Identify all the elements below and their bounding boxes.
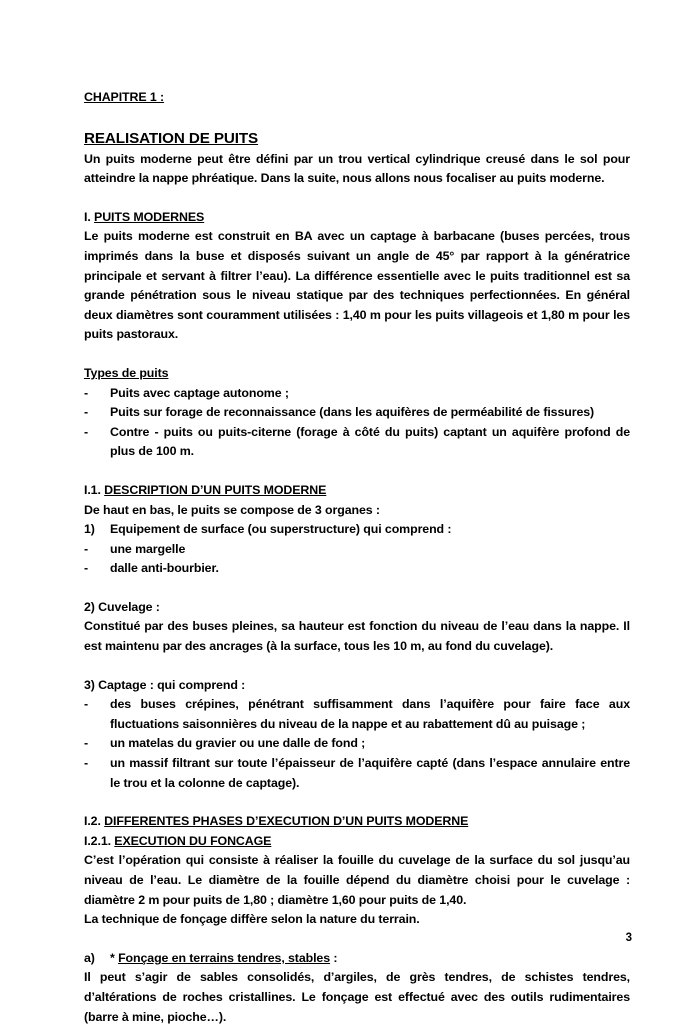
organe-2-title <box>84 598 630 618</box>
spacer <box>84 345 630 364</box>
intro-paragraph: Un puits moderne peut être défini par un trou vertical cylindrique creusé dans le sol pour atteindre la nappe phréatique. Dans la suite, nous allons nous focaliser au puits moderne. <box>84 151 630 186</box>
section-heading-1-1 <box>84 481 630 501</box>
list-item <box>84 423 630 462</box>
section-1-body: Le puits moderne est construit en BA avec un captage à barbacane (buses percées, trous imprimés dans la buse et disposés suivant un angle de 45° par rapport à la génératrice principale et servant à filtrer l’eau). La différence essentielle avec le puits traditionnel est sa grande pénétration sous le niveau statique par des techniques perfectionnées. En général deux diamètres sont couramment utilisées : 1,40 m pour les puits villageois et 1,80 m pour les puits pastoraux. <box>84 229 630 342</box>
list-item-text: Puits avec captage autonome ; <box>110 385 289 400</box>
list-item-text: Puits sur forage de reconnaissance (dans les aquifères de perméabilité de fissures) <box>110 405 595 420</box>
spacer <box>84 462 630 481</box>
chapter-label <box>84 88 630 108</box>
section-number-1-2-1: I.2.1. <box>84 833 111 848</box>
section-title-1-2-1: EXECUTION DU FONCAGE <box>114 833 272 848</box>
page-title: REALISATION DE PUITS <box>84 129 259 147</box>
organe-2-body: Constitué par des buses pleines, sa hauteur est fonction du niveau de l’eau dans la nappe. Il est maintenu par des ancrages (à la surface, tous les 10 m, au fond du cuvelage). <box>84 619 630 654</box>
list-item <box>84 695 630 734</box>
list-item-text: des buses crépines, pénétrant suffisamment dans l’aquifère pour faire face aux fluctuations saisonnières du niveau de la nappe et au rabattement dû au puisage ; <box>110 697 630 731</box>
organe-2-marker: 2) <box>84 599 95 614</box>
section-title-1: PUITS MODERNES <box>94 209 205 224</box>
organes-list <box>84 520 630 540</box>
spacer <box>84 579 630 598</box>
list-marker: - <box>84 697 89 712</box>
item-a-asterisk: * <box>110 950 115 965</box>
section-1-2-1-body: C’est l’opération qui consiste à réaliser la fouille du cuvelage de la surface du sol jusqu’au niveau de l’eau. Le diamètre de la fouille dépend du diamètre choisi pour le cuvelage : diamètre 2 m pour puits de 1,80 ; diamètre 1,60 pour puits de 1,40. <box>84 853 630 907</box>
list-marker: - <box>84 405 89 420</box>
types-heading-text: Types de puits <box>84 365 169 380</box>
section-1-2-1-body-line2: La technique de fonçage diffère selon la nature du terrain. <box>84 912 420 927</box>
list-item-text: un matelas du gravier ou une dalle de fond ; <box>110 736 366 751</box>
list-item <box>84 734 630 754</box>
organe-3-marker: 3) <box>84 677 95 692</box>
list-item-text: une margelle <box>110 541 186 556</box>
section-title-1-1: DESCRIPTION D’UN PUITS MODERNE <box>104 482 327 497</box>
organe-3-list <box>84 695 630 793</box>
document-body <box>84 88 630 1027</box>
spacer <box>84 793 630 812</box>
list-item-text: Equipement de surface (ou superstructure) qui comprend : <box>110 522 452 537</box>
section-1-1-intro: De haut en bas, le puits se compose de 3 organes : <box>84 502 380 517</box>
list-marker: 1) <box>84 522 95 537</box>
list-item-text: dalle anti-bourbier. <box>110 561 219 576</box>
item-a-colon: : <box>330 950 338 965</box>
list-marker: - <box>84 541 89 556</box>
list-marker: - <box>84 424 89 439</box>
item-a-body: Il peut s’agir de sables consolidés, d’argiles, de grès tendres, de schistes tendres, d’altérations de roches cristallines. Le fonçage est effectué avec des outils rudimentaires (barre à mine, pioche…). <box>84 970 630 1024</box>
list-item <box>84 384 630 404</box>
section-heading-1 <box>84 208 630 228</box>
list-item <box>84 540 630 560</box>
list-marker: - <box>84 756 89 771</box>
organe-1-sublist <box>84 540 630 579</box>
item-a-title: Fonçage en terrains tendres, stables <box>118 950 331 965</box>
types-heading <box>84 364 630 384</box>
list-marker: - <box>84 385 89 400</box>
section-heading-1-2 <box>84 812 630 832</box>
section-number-1-2: I.2. <box>84 814 101 829</box>
organe-3-title <box>84 676 630 696</box>
types-list <box>84 384 630 462</box>
list-marker: - <box>84 561 89 576</box>
section-heading-1-2-1 <box>84 832 630 852</box>
item-a-marker: a) <box>84 950 95 965</box>
list-item <box>84 754 630 793</box>
section-title-1-2: DIFFERENTES PHASES D’EXECUTION D’UN PUITS MODERNE <box>104 814 469 829</box>
item-a-heading <box>84 949 630 969</box>
list-item-text: Contre - puits ou puits-citerne (forage à côté du puits) captant un aquifère profond de plus de 100 m. <box>110 424 630 459</box>
list-item <box>84 403 630 423</box>
list-item <box>84 559 630 579</box>
organe-3-label: Captage : qui comprend : <box>98 677 246 692</box>
list-item <box>84 520 630 540</box>
spacer <box>84 657 630 676</box>
chapter-label-text: CHAPITRE 1 : <box>84 90 165 104</box>
organe-2-label: Cuvelage : <box>98 599 160 614</box>
section-number-1: I. <box>84 209 91 224</box>
list-marker: - <box>84 736 89 751</box>
list-item-text: un massif filtrant sur toute l’épaisseur de l’aquifère capté (dans l’espace annulaire entre le trou et la colonne de captage). <box>110 756 630 790</box>
section-number-1-1: I.1. <box>84 482 101 497</box>
page-number: 3 <box>625 932 632 944</box>
spacer <box>84 189 630 208</box>
